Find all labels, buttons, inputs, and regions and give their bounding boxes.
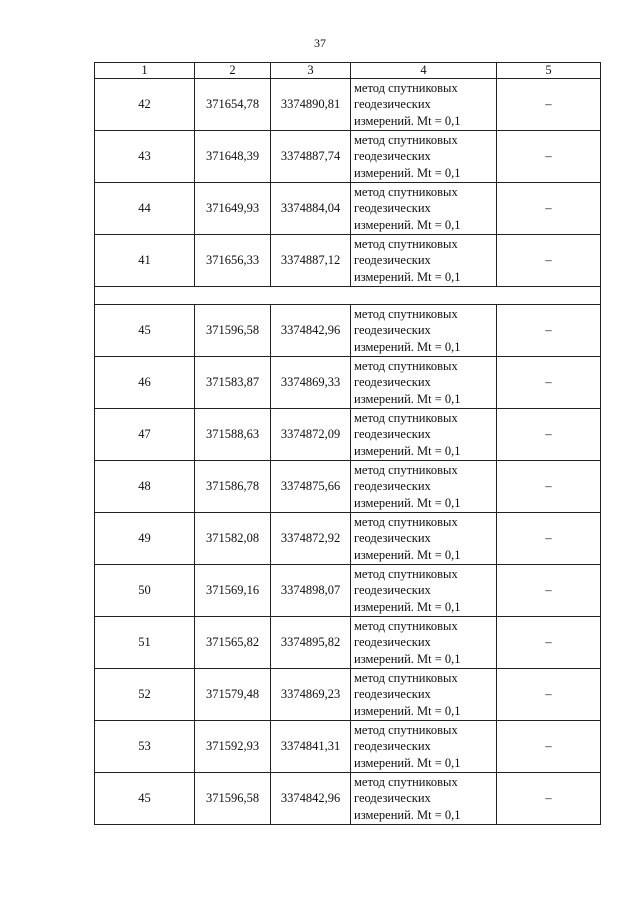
method-line: геодезических xyxy=(354,531,431,546)
method-line: геодезических xyxy=(354,791,431,806)
method-line: геодезических xyxy=(354,323,431,338)
method-cell xyxy=(351,409,497,461)
description-cell: – xyxy=(497,357,601,409)
method-cell xyxy=(351,773,497,825)
table-row xyxy=(95,565,601,617)
x-coordinate-cell: 371565,82 xyxy=(195,617,271,669)
method-cell xyxy=(351,461,497,513)
point-number-cell: 41 xyxy=(95,235,195,287)
y-coordinate-cell: 3374872,09 xyxy=(271,409,351,461)
method-line: метод спутниковых xyxy=(354,236,458,251)
table-row xyxy=(95,669,601,721)
point-number-cell: 46 xyxy=(95,357,195,409)
method-line: измерений. Mt = 0,1 xyxy=(354,339,461,354)
method-cell xyxy=(351,513,497,565)
method-line: геодезических xyxy=(354,479,431,494)
y-coordinate-cell: 3374895,82 xyxy=(271,617,351,669)
point-number-cell: 52 xyxy=(95,669,195,721)
x-coordinate-cell: 371583,87 xyxy=(195,357,271,409)
table-row xyxy=(95,235,601,287)
method-line: метод спутниковых xyxy=(354,722,458,737)
method-line: измерений. Mt = 0,1 xyxy=(354,113,461,128)
description-cell: – xyxy=(497,183,601,235)
method-cell xyxy=(351,79,497,131)
method-line: метод спутниковых xyxy=(354,462,458,477)
table-row xyxy=(95,183,601,235)
point-number-cell: 53 xyxy=(95,721,195,773)
method-line: измерений. Mt = 0,1 xyxy=(354,391,461,406)
point-number-cell: 49 xyxy=(95,513,195,565)
point-number-cell: 48 xyxy=(95,461,195,513)
method-line: геодезических xyxy=(354,687,431,702)
point-number-cell: 51 xyxy=(95,617,195,669)
method-line: геодезических xyxy=(354,201,431,216)
method-line: измерений. Mt = 0,1 xyxy=(354,651,461,666)
x-coordinate-cell: 371579,48 xyxy=(195,669,271,721)
method-line: метод спутниковых xyxy=(354,184,458,199)
column-header-5: 5 xyxy=(497,63,601,79)
y-coordinate-cell: 3374841,31 xyxy=(271,721,351,773)
description-cell: – xyxy=(497,409,601,461)
method-line: метод спутниковых xyxy=(354,306,458,321)
description-cell: – xyxy=(497,565,601,617)
column-header-3: 3 xyxy=(271,63,351,79)
point-number-cell: 45 xyxy=(95,773,195,825)
table-row xyxy=(95,773,601,825)
method-cell xyxy=(351,235,497,287)
method-line: геодезических xyxy=(354,583,431,598)
x-coordinate-cell: 371654,78 xyxy=(195,79,271,131)
table-body xyxy=(95,79,601,825)
method-cell xyxy=(351,305,497,357)
y-coordinate-cell: 3374869,33 xyxy=(271,357,351,409)
method-line: измерений. Mt = 0,1 xyxy=(354,547,461,562)
method-line: метод спутниковых xyxy=(354,566,458,581)
method-line: измерений. Mt = 0,1 xyxy=(354,599,461,614)
method-line: измерений. Mt = 0,1 xyxy=(354,703,461,718)
method-cell xyxy=(351,565,497,617)
method-line: измерений. Mt = 0,1 xyxy=(354,807,461,822)
point-number-cell: 42 xyxy=(95,79,195,131)
method-cell xyxy=(351,357,497,409)
description-cell: – xyxy=(497,721,601,773)
table-row xyxy=(95,617,601,669)
method-line: геодезических xyxy=(354,427,431,442)
y-coordinate-cell: 3374887,74 xyxy=(271,131,351,183)
x-coordinate-cell: 371586,78 xyxy=(195,461,271,513)
table-row xyxy=(95,305,601,357)
table-header-row xyxy=(95,63,601,79)
point-number-cell: 43 xyxy=(95,131,195,183)
method-line: метод спутниковых xyxy=(354,358,458,373)
table-row xyxy=(95,131,601,183)
x-coordinate-cell: 371592,93 xyxy=(195,721,271,773)
method-line: геодезических xyxy=(354,149,431,164)
x-coordinate-cell: 371596,58 xyxy=(195,773,271,825)
method-cell xyxy=(351,617,497,669)
method-cell xyxy=(351,131,497,183)
method-line: измерений. Mt = 0,1 xyxy=(354,269,461,284)
description-cell: – xyxy=(497,131,601,183)
x-coordinate-cell: 371648,39 xyxy=(195,131,271,183)
coordinates-table xyxy=(94,62,601,825)
column-header-4: 4 xyxy=(351,63,497,79)
y-coordinate-cell: 3374842,96 xyxy=(271,773,351,825)
method-line: измерений. Mt = 0,1 xyxy=(354,495,461,510)
point-number-cell: 44 xyxy=(95,183,195,235)
point-number-cell: 45 xyxy=(95,305,195,357)
description-cell: – xyxy=(497,79,601,131)
separator-cell xyxy=(95,287,601,305)
x-coordinate-cell: 371569,16 xyxy=(195,565,271,617)
table-row xyxy=(95,357,601,409)
point-number-cell: 47 xyxy=(95,409,195,461)
method-line: метод спутниковых xyxy=(354,774,458,789)
method-line: измерений. Mt = 0,1 xyxy=(354,443,461,458)
y-coordinate-cell: 3374872,92 xyxy=(271,513,351,565)
y-coordinate-cell: 3374842,96 xyxy=(271,305,351,357)
x-coordinate-cell: 371649,93 xyxy=(195,183,271,235)
method-line: метод спутниковых xyxy=(354,514,458,529)
method-line: измерений. Mt = 0,1 xyxy=(354,217,461,232)
description-cell: – xyxy=(497,461,601,513)
table-row xyxy=(95,79,601,131)
method-line: геодезических xyxy=(354,375,431,390)
x-coordinate-cell: 371656,33 xyxy=(195,235,271,287)
description-cell: – xyxy=(497,235,601,287)
description-cell: – xyxy=(497,773,601,825)
y-coordinate-cell: 3374875,66 xyxy=(271,461,351,513)
method-cell xyxy=(351,183,497,235)
x-coordinate-cell: 371588,63 xyxy=(195,409,271,461)
method-cell xyxy=(351,669,497,721)
column-header-2: 2 xyxy=(195,63,271,79)
page-number: 37 xyxy=(314,36,326,50)
method-line: измерений. Mt = 0,1 xyxy=(354,165,461,180)
table-row xyxy=(95,513,601,565)
x-coordinate-cell: 371582,08 xyxy=(195,513,271,565)
method-line: измерений. Mt = 0,1 xyxy=(354,755,461,770)
method-line: геодезических xyxy=(354,635,431,650)
column-header-1: 1 xyxy=(95,63,195,79)
method-line: метод спутниковых xyxy=(354,618,458,633)
x-coordinate-cell: 371596,58 xyxy=(195,305,271,357)
method-line: геодезических xyxy=(354,739,431,754)
y-coordinate-cell: 3374887,12 xyxy=(271,235,351,287)
group-separator-row xyxy=(95,287,601,305)
method-line: метод спутниковых xyxy=(354,670,458,685)
description-cell: – xyxy=(497,513,601,565)
method-line: метод спутниковых xyxy=(354,132,458,147)
table-row xyxy=(95,461,601,513)
table-row xyxy=(95,409,601,461)
method-line: метод спутниковых xyxy=(354,80,458,95)
method-line: метод спутниковых xyxy=(354,410,458,425)
method-line: геодезических xyxy=(354,253,431,268)
description-cell: – xyxy=(497,617,601,669)
description-cell: – xyxy=(497,305,601,357)
y-coordinate-cell: 3374898,07 xyxy=(271,565,351,617)
table-row xyxy=(95,721,601,773)
description-cell: – xyxy=(497,669,601,721)
method-cell xyxy=(351,721,497,773)
method-line: геодезических xyxy=(354,97,431,112)
y-coordinate-cell: 3374869,23 xyxy=(271,669,351,721)
y-coordinate-cell: 3374890,81 xyxy=(271,79,351,131)
y-coordinate-cell: 3374884,04 xyxy=(271,183,351,235)
point-number-cell: 50 xyxy=(95,565,195,617)
